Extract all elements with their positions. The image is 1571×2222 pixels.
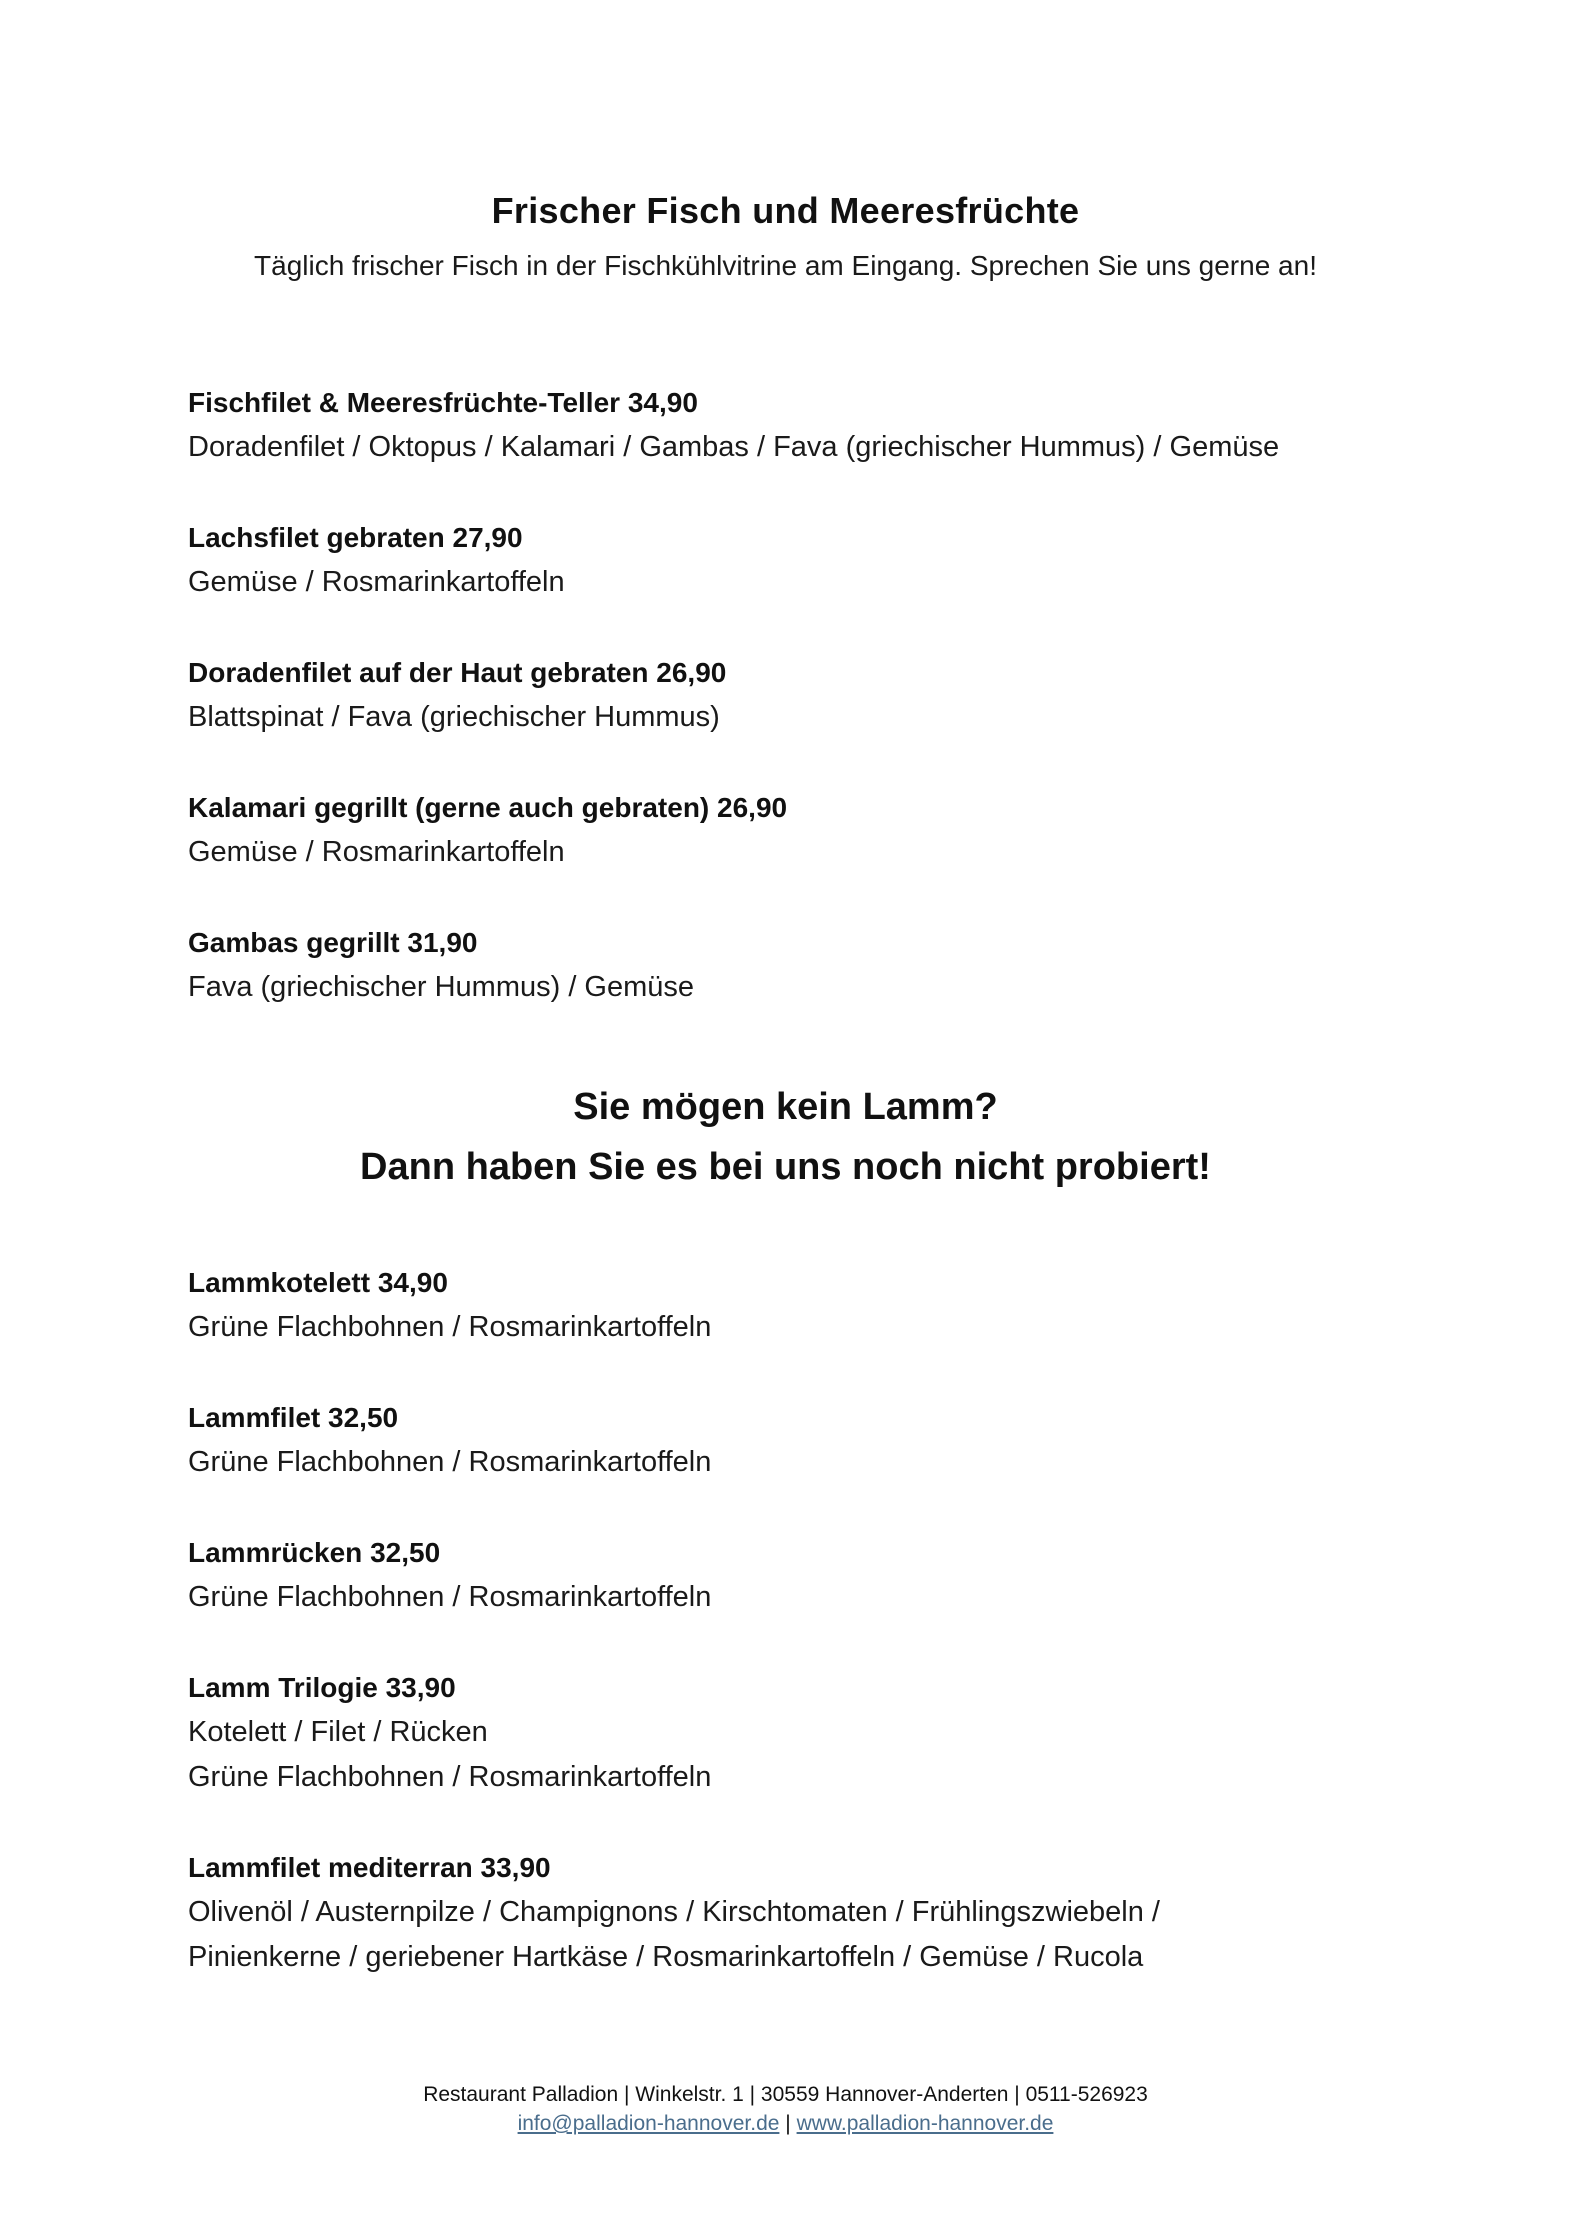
menu-item-description: Doradenfilet / Oktopus / Kalamari / Gambas / Fava (griechischer Hummus) / Gemüse: [188, 431, 1280, 463]
lamb-section-title-line1: Sie mögen kein Lamm?: [573, 1086, 998, 1128]
menu-item-description: Grüne Flachbohnen / Rosmarinkartoffeln: [188, 1446, 712, 1478]
menu-item-name: Lammfilet mediterran 33,90: [188, 1852, 551, 1883]
menu-item-name: Gambas gegrillt 31,90: [188, 927, 478, 958]
footer-website-link[interactable]: www.palladion-hannover.de: [796, 2112, 1054, 2135]
menu-item-description: Fava (griechischer Hummus) / Gemüse: [188, 971, 695, 1003]
footer-address: Restaurant Palladion | Winkelstr. 1 | 30559 Hannover-Anderten | 0511-526923: [423, 2083, 1148, 2106]
menu-item-name: Lammfilet 32,50: [188, 1402, 399, 1433]
menu-item-name: Lamm Trilogie 33,90: [188, 1672, 456, 1703]
menu-item-lammkotelett: [188, 1260, 1388, 1350]
menu-item-gambas: [188, 920, 1388, 1010]
lamb-section-title-line2: Dann haben Sie es bei uns noch nicht probiert!: [360, 1146, 1211, 1188]
menu-item-lammruecken: [188, 1530, 1388, 1620]
fish-section-title: Frischer Fisch und Meeresfrüchte: [491, 190, 1080, 231]
menu-item-description: Kotelett / Filet / Rücken: [188, 1716, 488, 1748]
menu-item-description: Grüne Flachbohnen / Rosmarinkartoffeln: [188, 1581, 712, 1613]
menu-item-description: Olivenöl / Austernpilze / Champignons / Kirschtomaten / Frühlingszwiebeln /: [188, 1896, 1160, 1928]
menu-item-lammfilet: [188, 1395, 1388, 1485]
menu-item-lammfilet-mediterran: [188, 1845, 1388, 1980]
menu-item-description: Blattspinat / Fava (griechischer Hummus): [188, 701, 720, 733]
menu-item-name: Doradenfilet auf der Haut gebraten 26,90: [188, 657, 727, 688]
menu-item-name: Lammrücken 32,50: [188, 1537, 441, 1568]
menu-item-description: Grüne Flachbohnen / Rosmarinkartoffeln: [188, 1761, 712, 1793]
menu-item-name: Lammkotelett 34,90: [188, 1267, 448, 1298]
footer-separator: |: [785, 2112, 791, 2135]
menu-item-dorade: [188, 650, 1388, 740]
menu-item-description: Grüne Flachbohnen / Rosmarinkartoffeln: [188, 1311, 712, 1343]
menu-item-kalamari: [188, 785, 1388, 875]
menu-item-name: Lachsfilet gebraten 27,90: [188, 522, 523, 553]
menu-item-fish-platter: [188, 380, 1388, 470]
menu-item-name: Fischfilet & Meeresfrüchte-Teller 34,90: [188, 387, 698, 418]
footer-links: [0, 2112, 1571, 2136]
footer-email-link[interactable]: info@palladion-hannover.de: [517, 2112, 780, 2135]
menu-item-description: Gemüse / Rosmarinkartoffeln: [188, 566, 565, 598]
menu-item-lamm-trilogie: [188, 1665, 1388, 1800]
menu-item-salmon: [188, 515, 1388, 605]
menu-item-description: Pinienkerne / geriebener Hartkäse / Rosmarinkartoffeln / Gemüse / Rucola: [188, 1941, 1144, 1973]
menu-item-name: Kalamari gegrillt (gerne auch gebraten) 26,90: [188, 792, 788, 823]
menu-item-description: Gemüse / Rosmarinkartoffeln: [188, 836, 565, 868]
fish-section-subtitle: Täglich frischer Fisch in der Fischkühlvitrine am Eingang. Sprechen Sie uns gerne an!: [254, 250, 1317, 281]
